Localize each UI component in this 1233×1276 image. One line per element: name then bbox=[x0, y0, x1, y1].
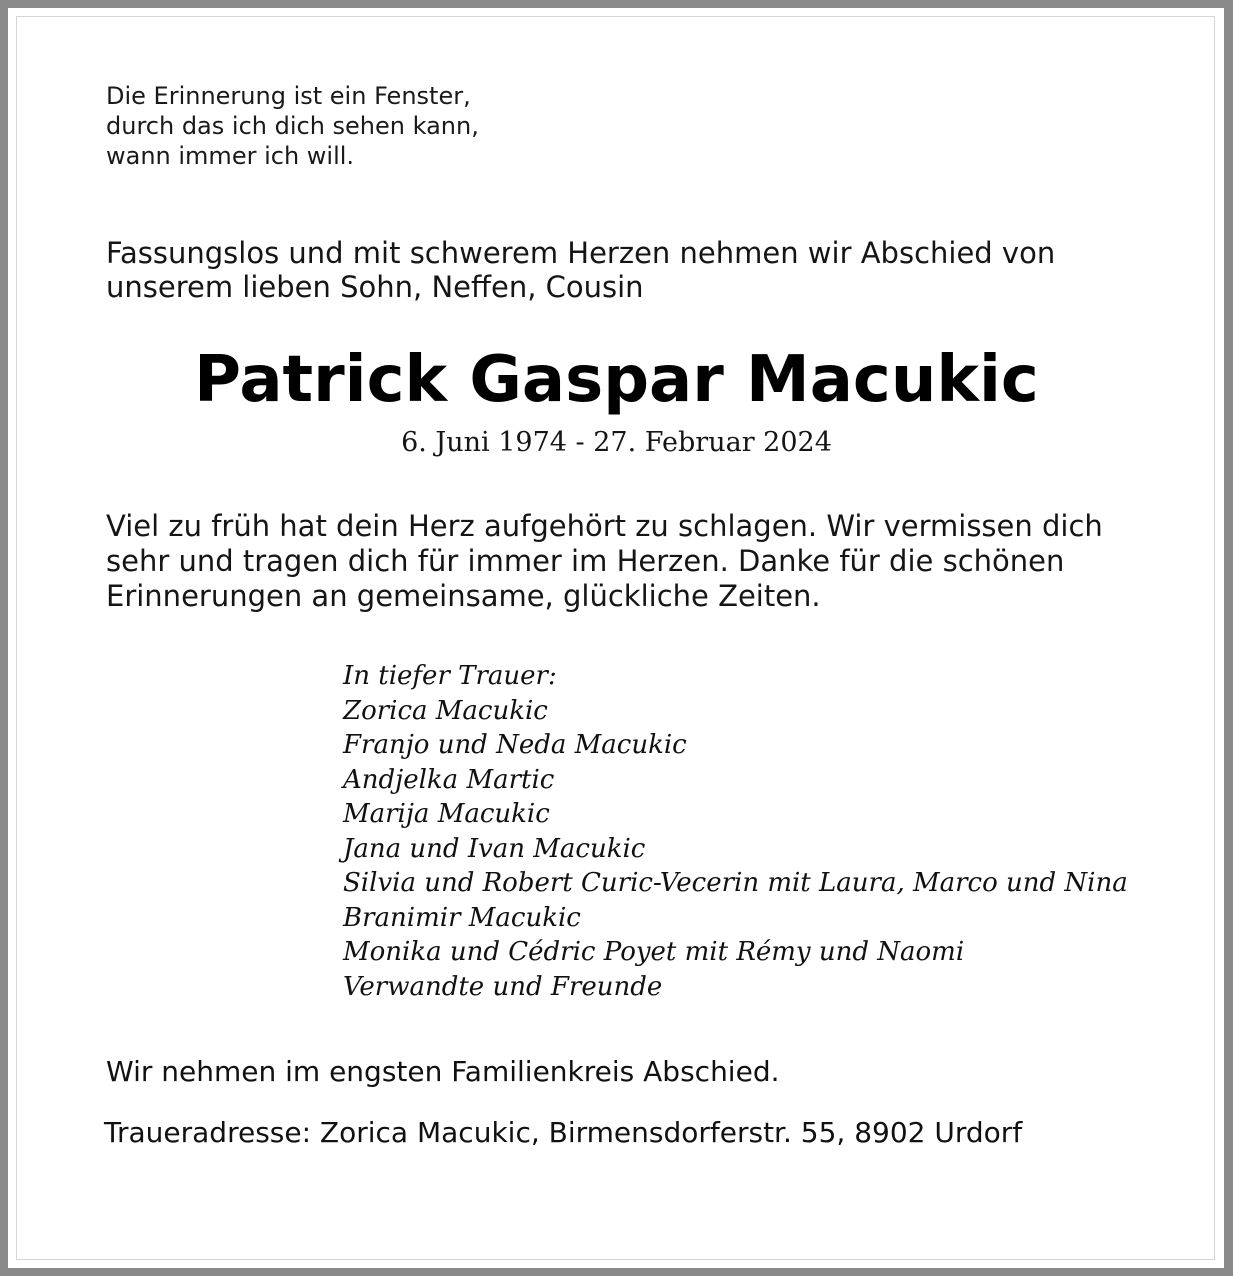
mourner-item: Silvia und Robert Curic-Vecerin mit Laura, Marco und Nina bbox=[343, 868, 1128, 898]
mourner-item: Monika und Cédric Poyet mit Rémy und Naomi bbox=[343, 937, 965, 967]
mourner-item: Zorica Macukic bbox=[343, 695, 548, 726]
mourner-item: Andjelka Martic bbox=[343, 764, 555, 795]
motto-quote: Die Erinnerung ist ein Fenster, durch das ich dich sehen kann, wann immer ich will. bbox=[106, 82, 479, 170]
mourners-list bbox=[343, 659, 1128, 1004]
deceased-name: Patrick Gaspar Macukic bbox=[194, 343, 1039, 417]
mourning-address: Traueradresse: Zorica Macukic, Birmensdorferstr. 55, 8902 Urdorf bbox=[104, 1116, 1023, 1149]
mourner-item: Branimir Macukic bbox=[343, 902, 581, 933]
life-dates: 6. Juni 1974 - 27. Februar 2024 bbox=[401, 427, 832, 458]
mourner-item: Marija Macukic bbox=[343, 799, 550, 829]
mourner-item: Franjo und Neda Macukic bbox=[343, 730, 687, 760]
mourners-heading: In tiefer Trauer: bbox=[343, 661, 557, 691]
mourner-item: Jana und Ivan Macukic bbox=[343, 833, 646, 864]
condolence-message: Viel zu früh hat dein Herz aufgehört zu schlagen. Wir vermissen dich sehr und tragen dich für immer im Herzen. Danke für die schönen Erinnerungen an gemeinsame, glückliche Zeiten. bbox=[106, 509, 1103, 613]
mourner-item: Verwandte und Freunde bbox=[343, 971, 663, 1002]
intro-text: Fassungslos und mit schwerem Herzen nehmen wir Abschied von unserem lieben Sohn, Neffen, Cousin bbox=[106, 236, 1056, 304]
farewell-note: Wir nehmen im engsten Familienkreis Abschied. bbox=[106, 1055, 780, 1088]
